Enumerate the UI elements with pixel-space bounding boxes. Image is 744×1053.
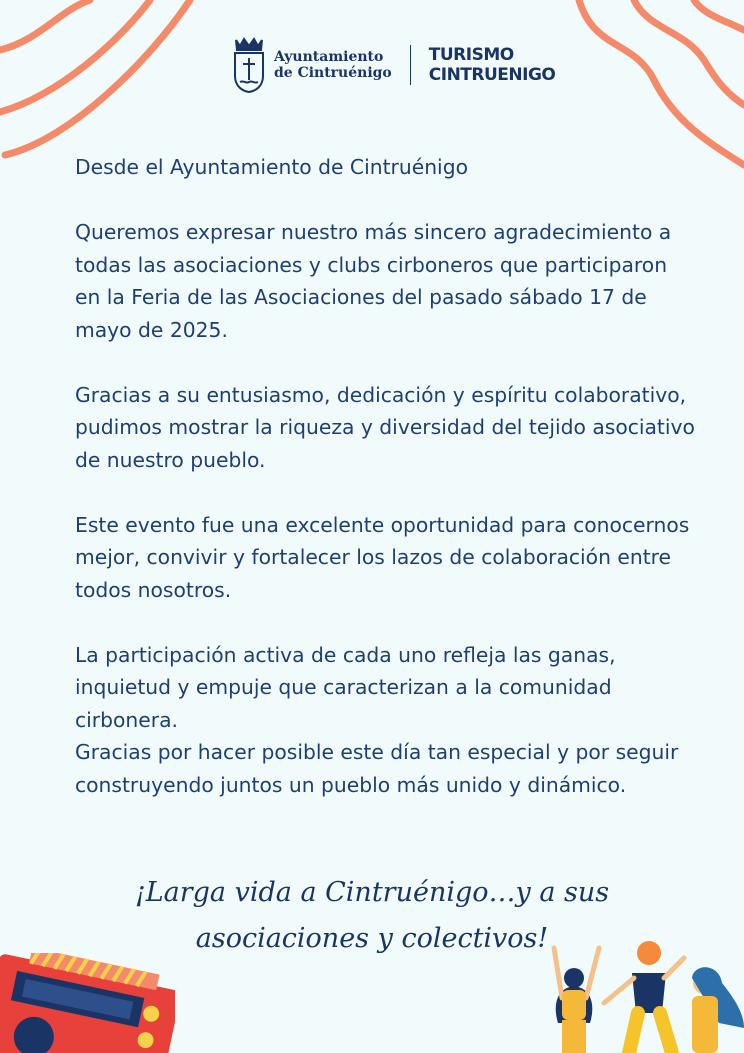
wave-decoration-top-left: [0, 0, 200, 170]
header-logos: [232, 36, 555, 94]
slogan-line2: asociaciones y colectivos!: [195, 923, 549, 954]
wave-decoration-top-right: [574, 0, 744, 175]
letter-body: [75, 151, 695, 801]
turismo-line2: CINTRUENIGO: [428, 65, 556, 85]
letter-paragraph: Gracias a su entusiasmo, dedicación y espíritu colaborativo, pudimos mostrar la riqueza y diversidad del tejido asociativo de nuestro pueblo.: [75, 382, 695, 472]
letter-paragraph: Queremos expresar nuestro más sincero agradecimiento a todas las asociaciones y clubs cirboneros que participaron en la Feria de las Asociaciones del pasado sábado 17 de mayo de 2025.: [75, 220, 672, 342]
slogan-line1: ¡Larga vida a Cintruénigo…y a sus: [134, 877, 610, 908]
header-divider: [410, 45, 411, 85]
letter-paragraph: Gracias por hacer posible este día tan especial y por seguir construyendo juntos un pueblo más unido y dinámico.: [75, 740, 679, 797]
turismo-logo-text: [429, 45, 556, 85]
dancing-people-illustration: [544, 928, 744, 1053]
ayuntamiento-logo-text: [274, 49, 392, 81]
letter-greeting: Desde el Ayuntamiento de Cintruénigo: [75, 155, 468, 179]
letter-paragraph: La participación activa de cada uno refleja las ganas, inquietud y empuje que caracterizan a la comunidad cirbonera.: [75, 642, 616, 732]
letter-paragraph: Este evento fue una excelente oportunidad para conocernos mejor, convivir y fortalecer los lazos de colaboración entre todos nosotros.: [75, 512, 690, 602]
municipal-crest-icon: [232, 36, 266, 94]
boombox-illustration: [0, 953, 175, 1053]
turismo-line1: TURISMO: [428, 45, 514, 65]
ayuntamiento-line2: de Cintruénigo: [274, 65, 392, 81]
ayuntamiento-line1: Ayuntamiento: [274, 49, 384, 65]
